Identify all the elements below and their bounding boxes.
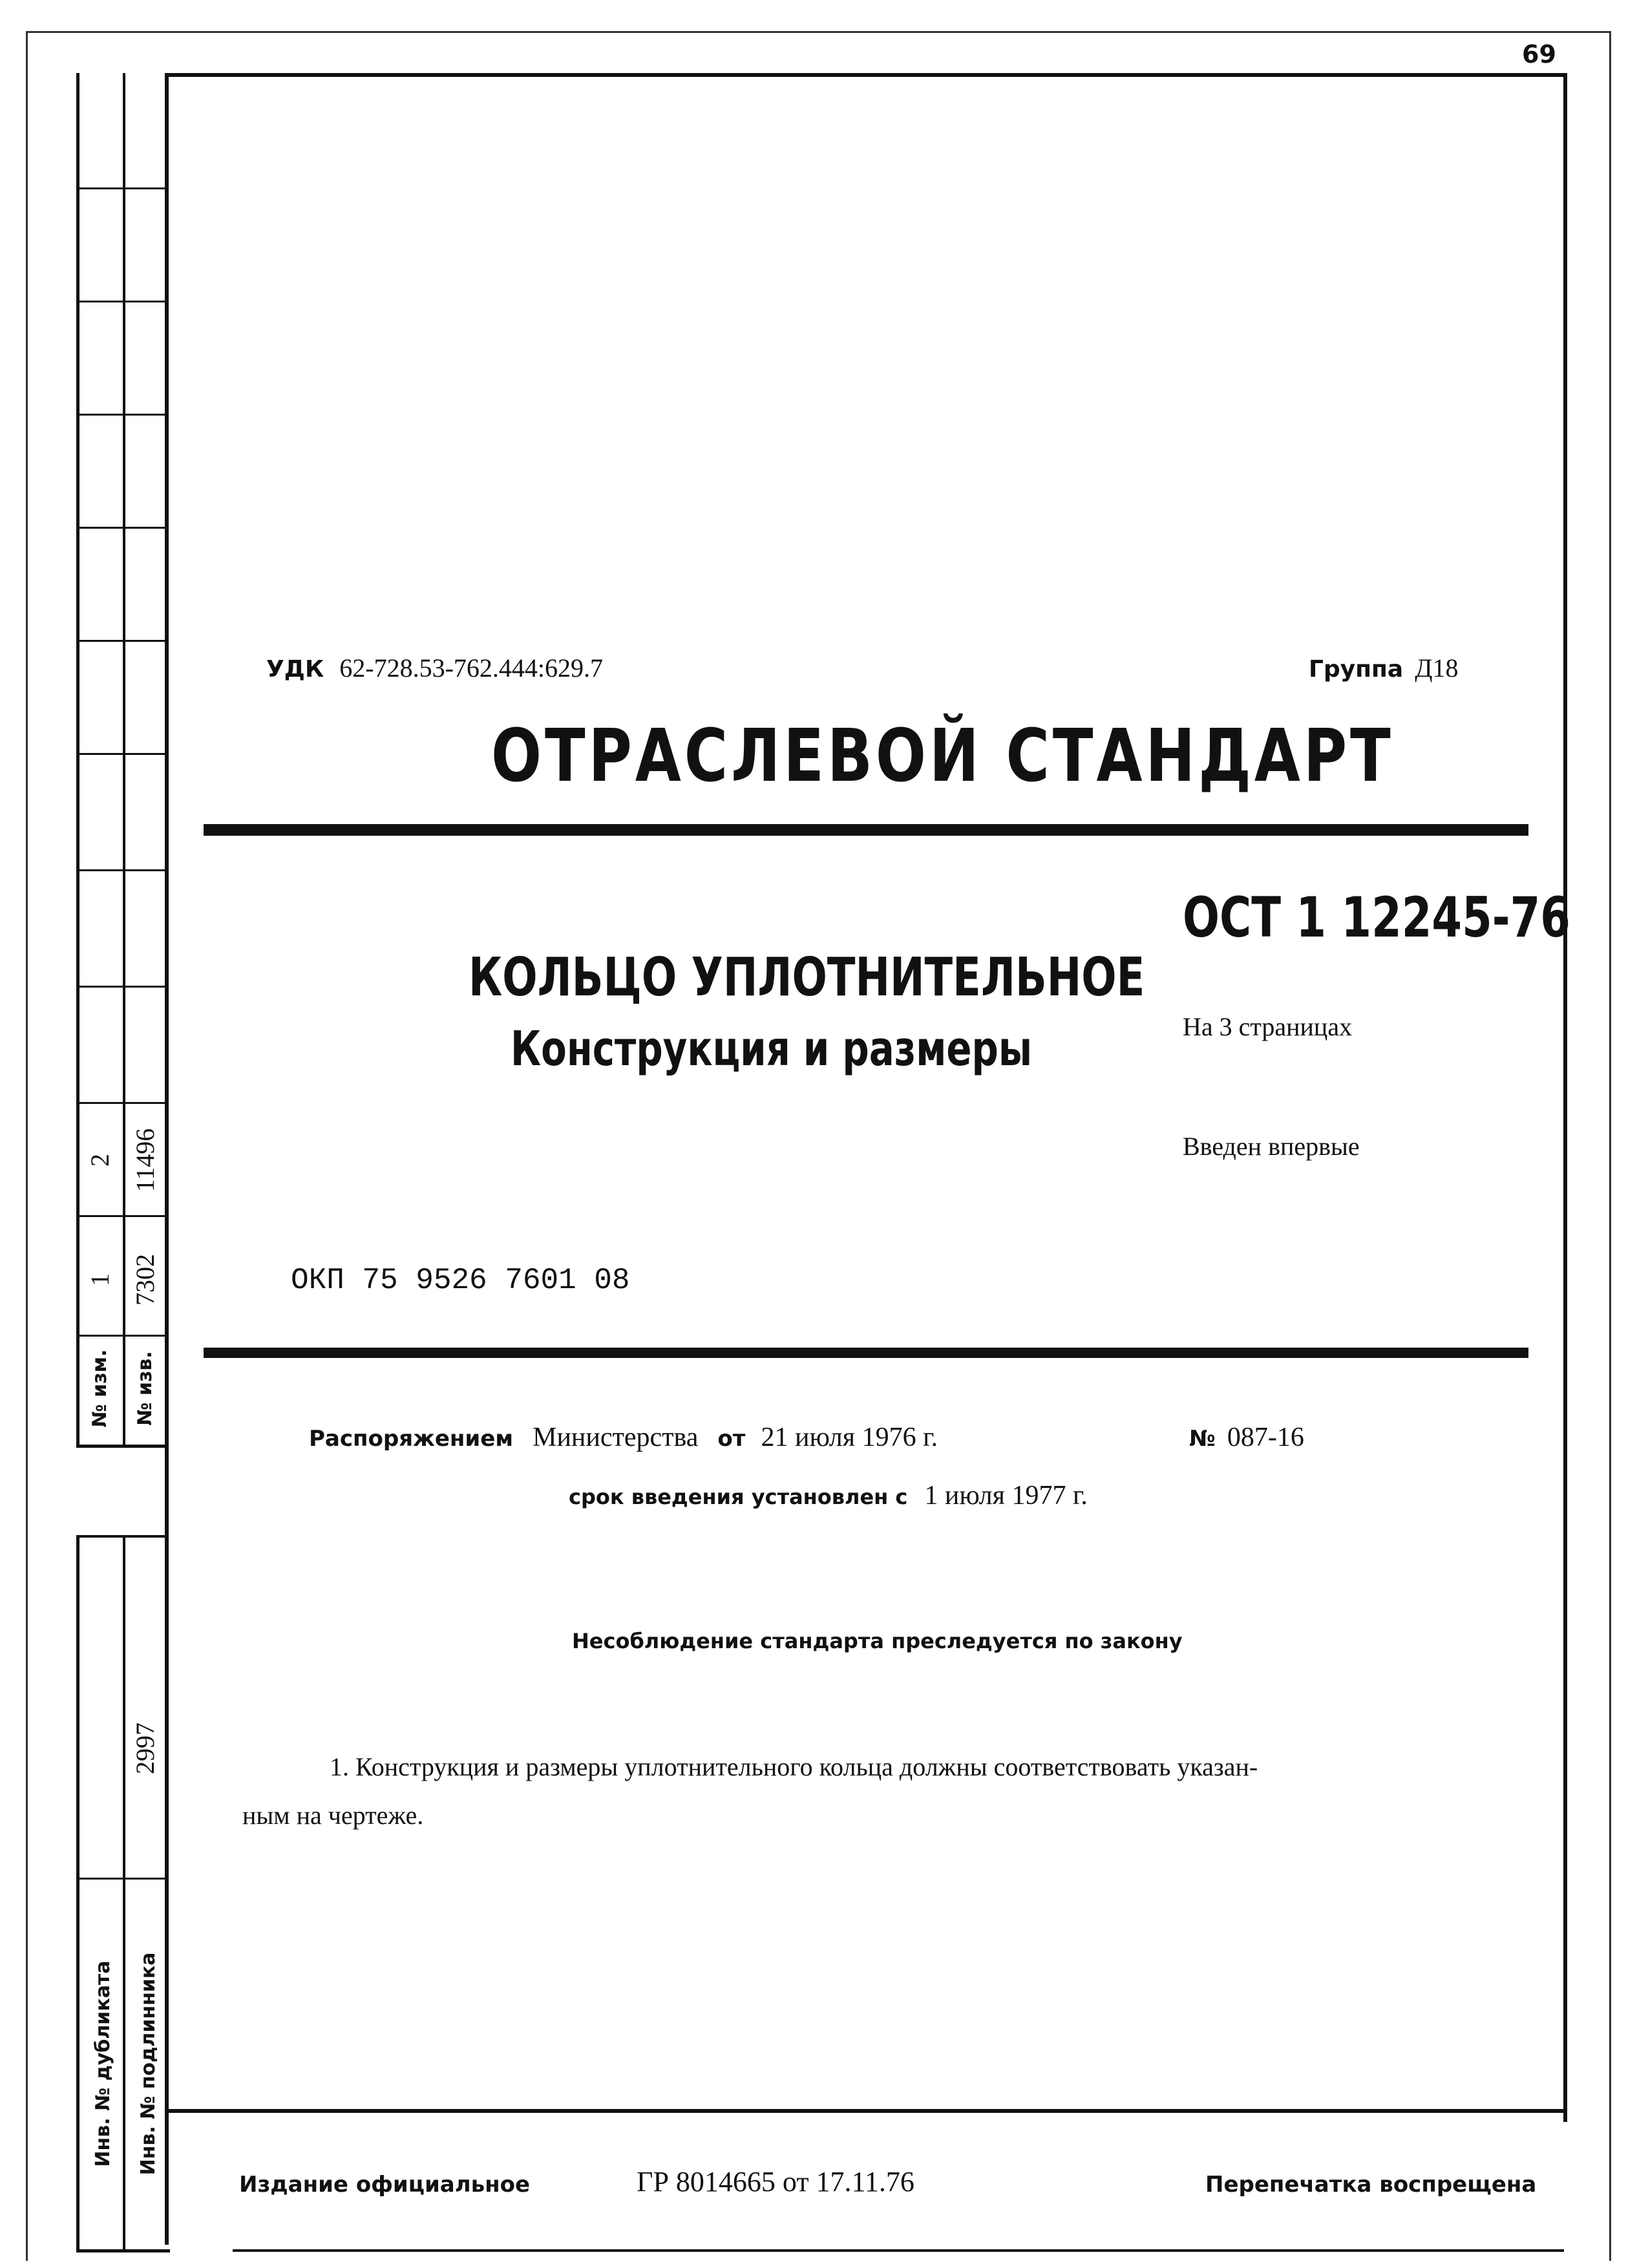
side-row-line — [76, 753, 168, 755]
original-inventory-label: Инв. № подлинника — [137, 1952, 160, 2176]
introduced-note: Введен впервые — [1183, 1132, 1360, 1161]
side-lower-top — [76, 1535, 168, 1538]
frame-right-line — [1563, 73, 1567, 2122]
change-no-label: № изм. — [89, 1349, 111, 1428]
outer-left-edge — [26, 31, 28, 2261]
group-label: Группа — [1309, 656, 1404, 683]
order-label: Распоряжением — [309, 1426, 514, 1452]
paragraph-1: 1. Конструкция и размеры уплотнительного кольца должны соответствовать указан- — [330, 1752, 1258, 1781]
side-row-line — [76, 640, 168, 642]
duplicate-inventory-label: Инв. № дубликата — [92, 1960, 114, 2167]
side-row-line-bottom — [76, 1445, 168, 1448]
side-row-line — [76, 986, 168, 988]
term-line — [569, 1480, 1088, 1511]
side-table-mid — [123, 73, 125, 1447]
group-line — [1309, 653, 1459, 683]
footer-reprint: Перепечатка воспрещена — [1205, 2172, 1537, 2198]
side-lower-divider — [76, 1878, 168, 1880]
order-date: 21 июля 1976 г. — [761, 1423, 938, 1452]
side-table-outer-left — [76, 73, 79, 1447]
side-row-line — [76, 1102, 168, 1104]
paragraph-1-continuation: ным на чертеже. — [242, 1801, 424, 1830]
order-number: 087-16 — [1227, 1423, 1304, 1452]
term-label: срок введения установлен с — [569, 1485, 908, 1509]
frame-bottom-line — [233, 2249, 1564, 2252]
okp-code: ОКП 75 9526 7601 08 — [291, 1264, 630, 1297]
footer-edition: Издание официальное — [239, 2172, 531, 2198]
page-number: 69 — [1522, 40, 1556, 69]
main-title: ОТРАСЛЕВОЙ СТАНДАРТ — [491, 714, 1394, 798]
notice-no-label: № изв. — [134, 1351, 156, 1426]
change-value-2: 2 — [85, 1154, 114, 1167]
term-date: 1 июля 1977 г. — [924, 1481, 1088, 1510]
notice-value-7302: 7302 — [131, 1254, 160, 1306]
side-lower-mid — [123, 1535, 125, 2252]
order-from: от — [717, 1426, 746, 1452]
original-inventory-value: 2997 — [131, 1722, 160, 1774]
side-row-line — [76, 301, 168, 302]
title-rule-top — [204, 824, 1528, 836]
side-row-line — [76, 869, 168, 871]
outer-top-edge — [26, 31, 1609, 33]
footer-registration: ГР 8014665 от 17.11.76 — [637, 2166, 914, 2198]
udk-label: УДК — [266, 656, 324, 683]
side-row-line — [76, 414, 168, 416]
title-rule-bottom — [204, 1348, 1528, 1358]
group-value: Д18 — [1415, 653, 1459, 683]
side-row-line — [76, 1215, 168, 1217]
side-row-line — [76, 1335, 168, 1337]
ost-code: ОСТ 1 12245-76 — [1183, 885, 1570, 950]
side-lower-outer-left — [76, 1535, 79, 2252]
frame-footer-line — [165, 2109, 1567, 2113]
frame-top-line — [165, 73, 1567, 77]
side-row-line — [76, 187, 168, 189]
outer-right-edge — [1609, 31, 1611, 2261]
change-value-1: 1 — [85, 1273, 114, 1286]
order-line — [309, 1422, 938, 1453]
order-ministry: Министерства — [533, 1423, 699, 1452]
product-title: КОЛЬЦО УПЛОТНИТЕЛЬНОЕ — [469, 947, 1145, 1008]
pages-note: На 3 страницах — [1183, 1012, 1353, 1041]
compliance-note: Несоблюдение стандарта преследуется по закону — [572, 1629, 1183, 1653]
side-row-line — [76, 527, 168, 529]
product-subtitle: Конструкция и размеры — [511, 1021, 1033, 1077]
side-lower-bottom — [76, 2249, 170, 2252]
notice-value-11496: 11496 — [131, 1128, 160, 1192]
frame-left-line — [165, 73, 169, 2245]
order-number-line — [1189, 1422, 1304, 1453]
udk-line — [266, 653, 603, 683]
order-number-sign: № — [1189, 1426, 1216, 1452]
udk-value: 62-728.53-762.444:629.7 — [339, 653, 604, 683]
